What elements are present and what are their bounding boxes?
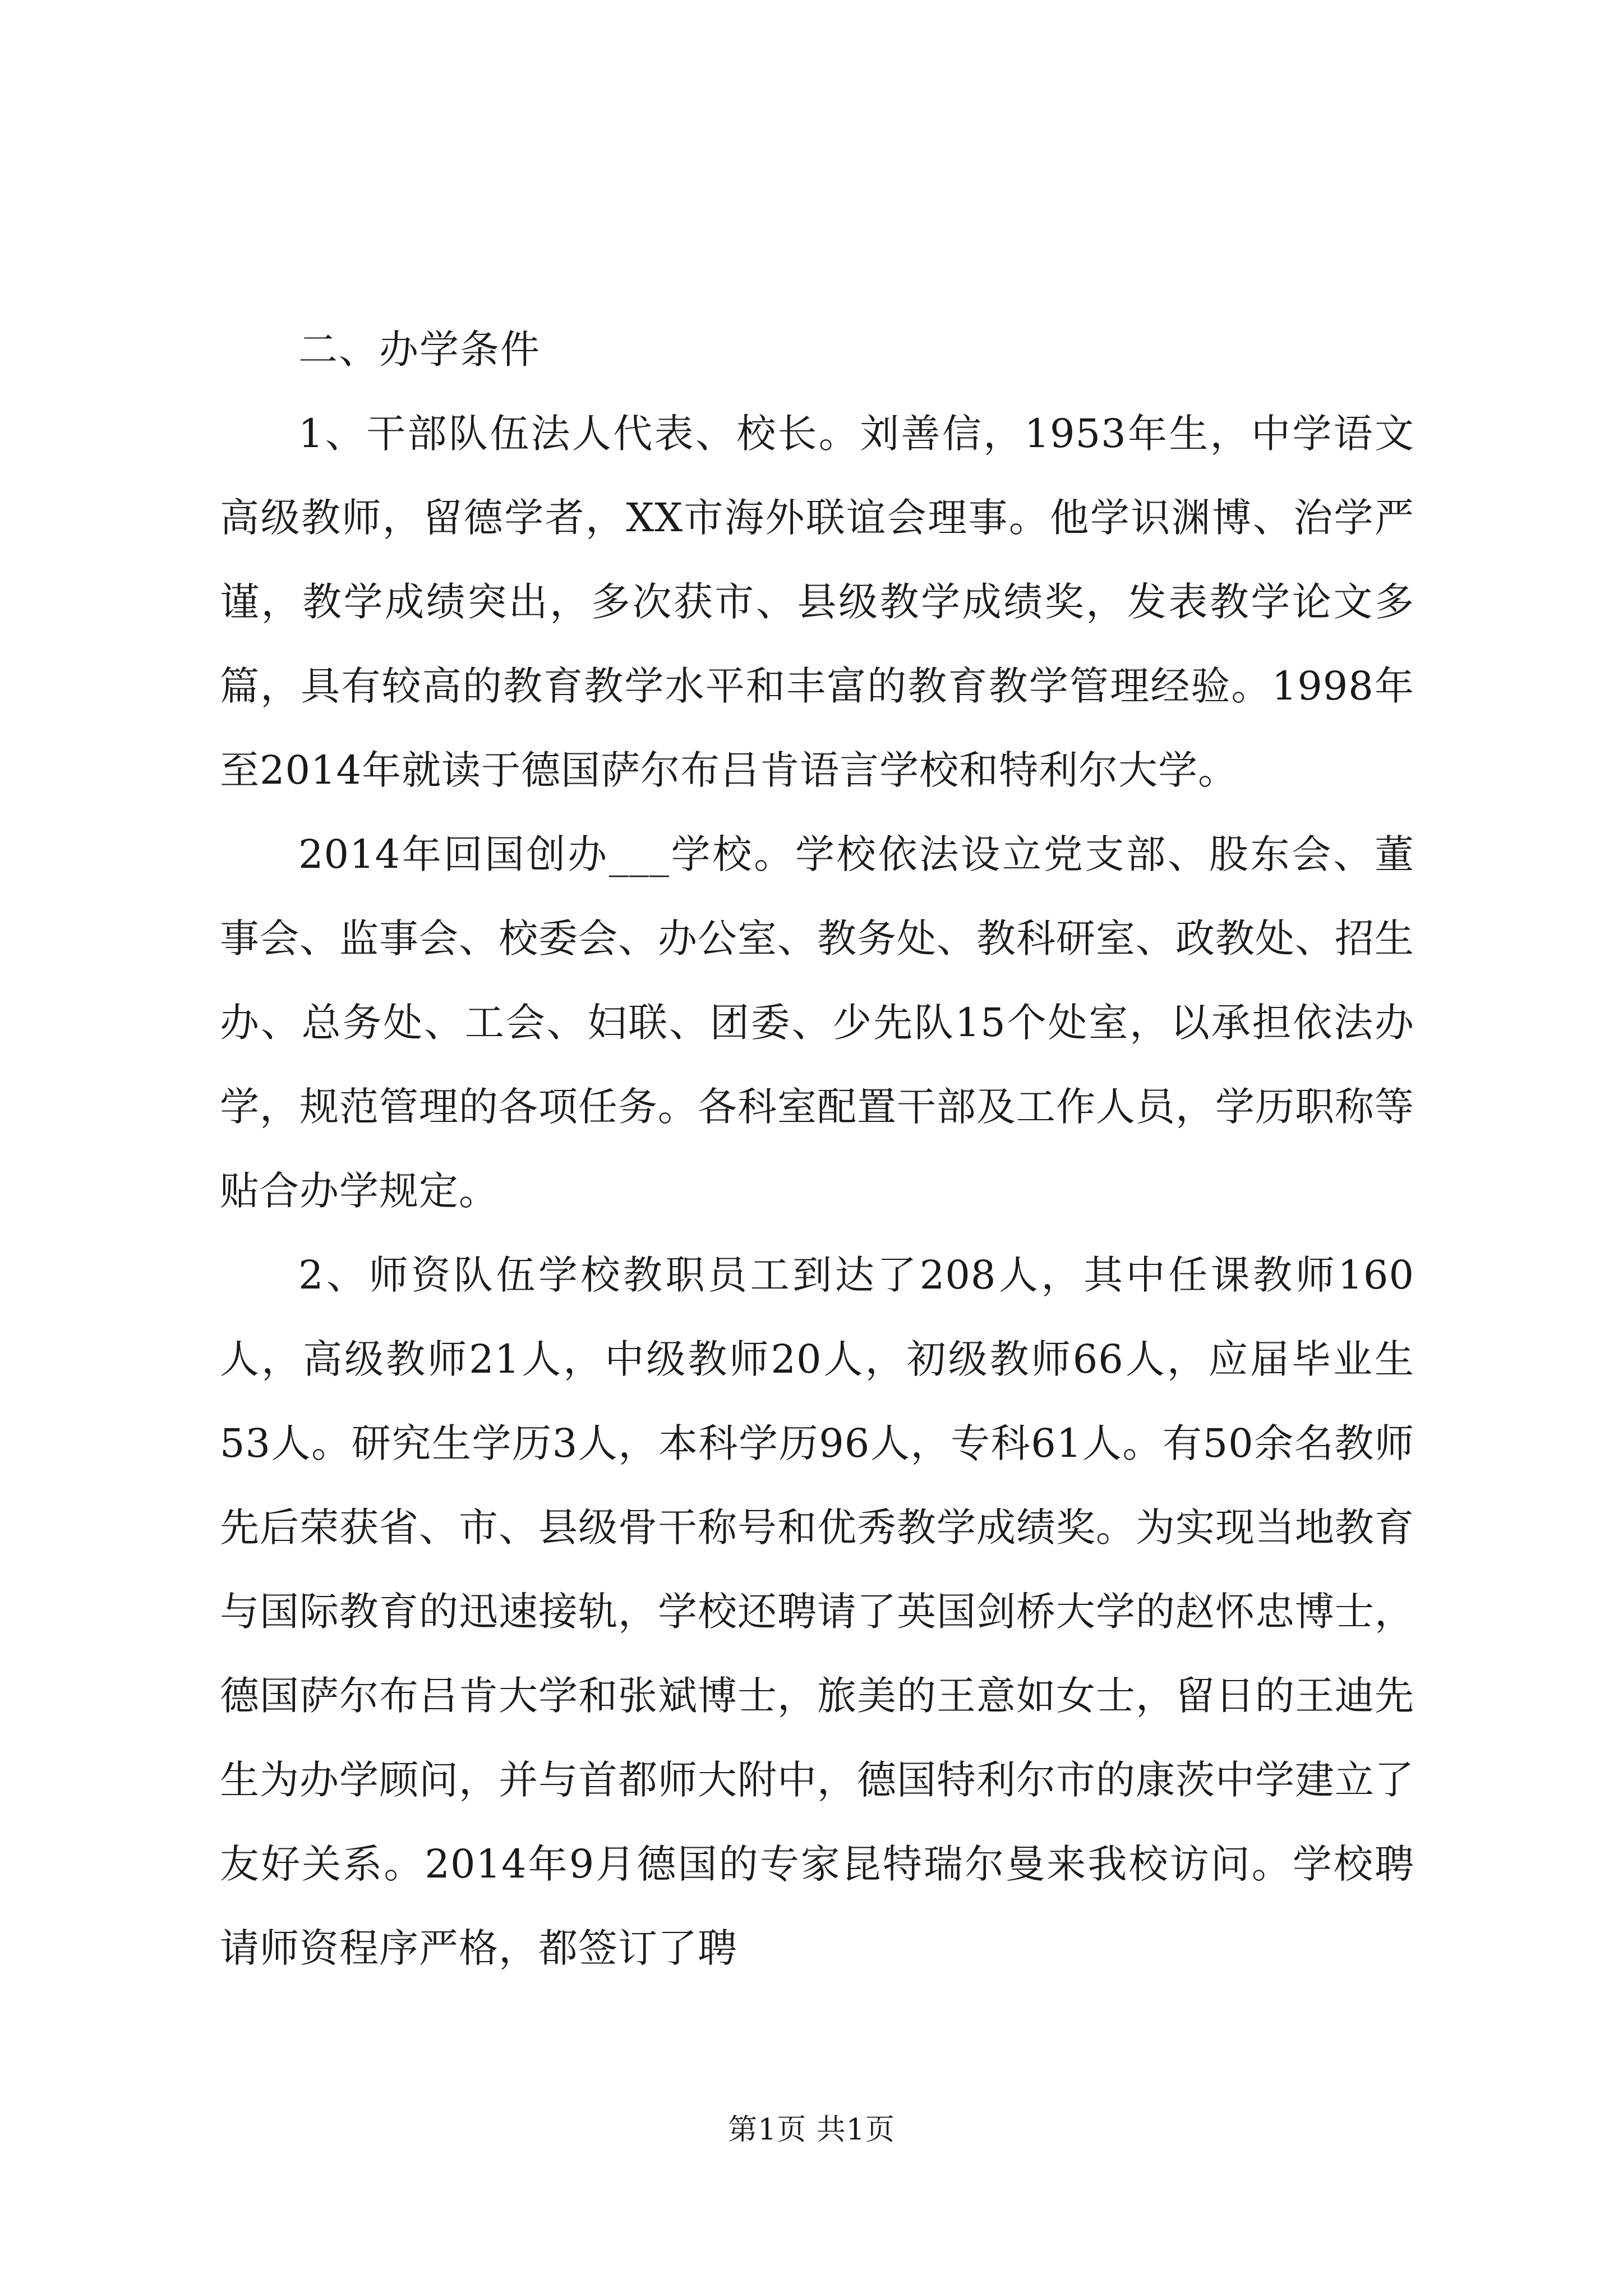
- paragraph-school-founding: 2014年回国创办___学校。学校依法设立党支部、股东会、董事会、监事会、校委会、办公室、教务处、教科研室、政教处、招生办、总务处、工会、妇联、团委、少先队15个处室，以承担依法办学，规范管理的各项任务。各科室配置干部及工作人员，学历职称等贴合办学规定。: [220, 831, 1414, 1214]
- paragraph-cadre-team: 1、干部队伍法人代表、校长。刘善信，1953年生，中学语文高级教师，留德学者，XX市海外联谊会理事。他学识渊博、治学严谨，教学成绩突出，多次获市、县级教学成绩奖，发表教学论文多篇，具有较高的教育教学水平和丰富的教育教学管理经验。1998年至2014年就读于德国萨尔布吕肯语言学校和特利尔大学。: [220, 411, 1414, 793]
- paragraph-teaching-staff: 2、师资队伍学校教职员工到达了208人，其中任课教师160人，高级教师21人，中级教师20人，初级教师66人，应届毕业生53人。研究生学历3人，本科学历96人，专科61人。有50余名教师先后荣获省、市、县级骨干称号和优秀教学成绩奖。为实现当地教育与国际教育的迅速接轨，学校还聘请了英国剑桥大学的赵怀忠博士，德国萨尔布吕肯大学和张斌博士，旅美的王意如女士，留日的王迪先生为办学顾问，并与首都师大附中，德国特利尔市的康茨中学建立了友好关系。2014年9月德国的专家昆特瑞尔曼来我校访问。学校聘请师资程序严格，都签订了聘: [220, 1252, 1414, 1971]
- document-body: [220, 307, 1414, 1990]
- section-heading: 二、办学条件: [298, 326, 541, 372]
- page-footer: 第1页 共1页: [728, 2113, 895, 2147]
